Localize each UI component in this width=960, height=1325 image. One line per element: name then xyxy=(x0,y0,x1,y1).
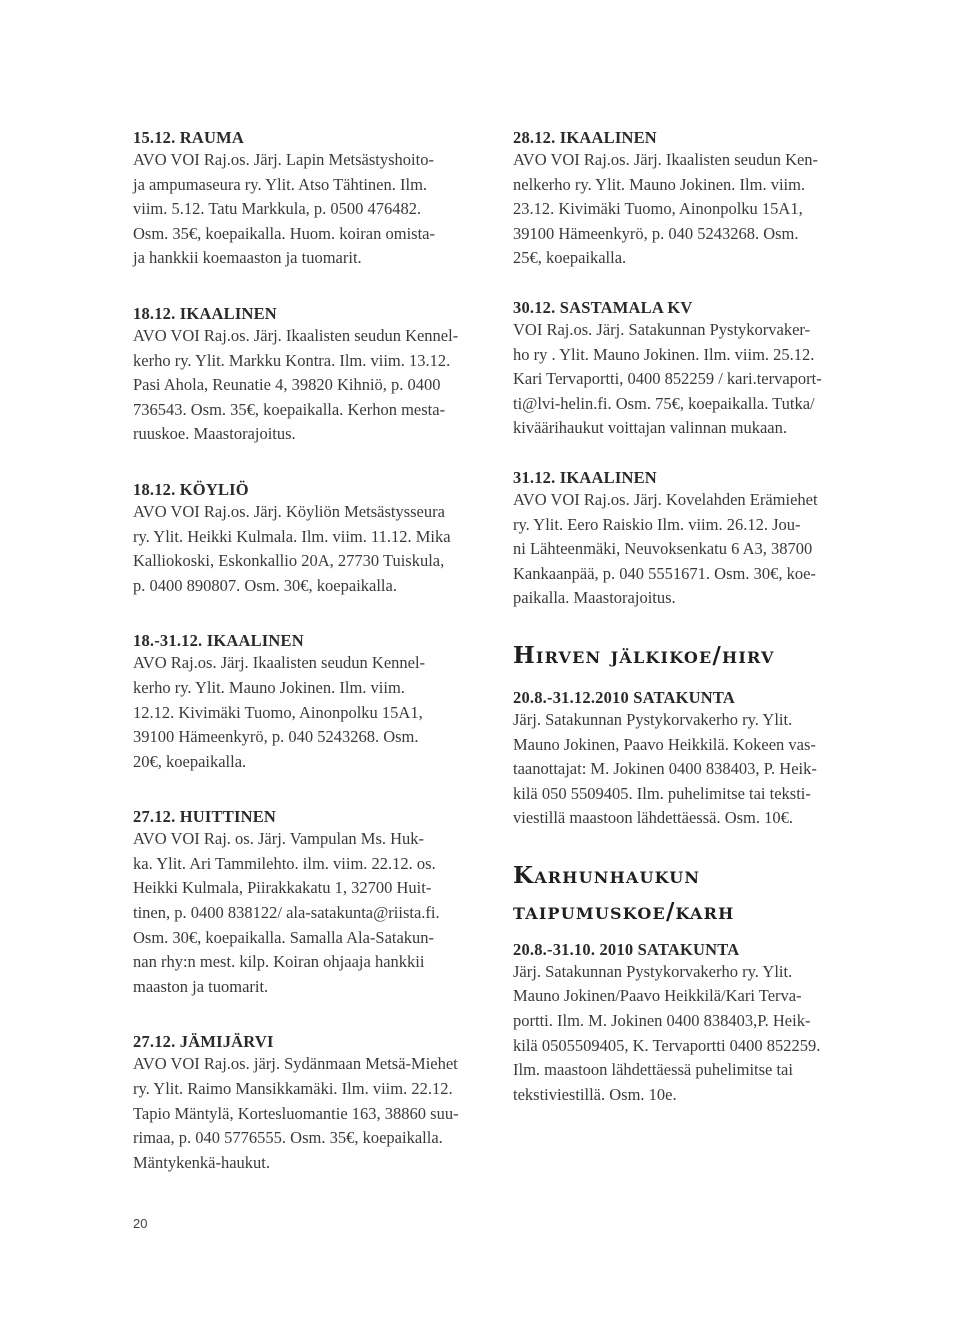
event-text-line: ja hankkii koemaaston ja tuomarit. xyxy=(133,248,362,268)
event-title: 20.8.-31.12.2010 SATAKUNTA xyxy=(513,687,735,707)
event-text-line: 39100 Hämeenkyrö, p. 040 5243268. Osm. xyxy=(513,223,799,243)
event-text-line: nelkerho ry. Ylit. Mauno Jokinen. Ilm. viim. xyxy=(513,174,806,194)
event-text-line: ry. Ylit. Heikki Kulmala. Ilm. viim. 11.12. Mika xyxy=(133,526,451,546)
event-text-line: ruuskoe. Maastorajoitus. xyxy=(133,424,296,444)
right-column xyxy=(513,128,859,1134)
event-text-line: 20€, koepaikalla. xyxy=(133,751,247,771)
event-text-line: tinen, p. 0400 838122/ ala-satakunta@riista.fi. xyxy=(133,903,440,923)
event-title: 31.12. IKAALINEN xyxy=(513,467,657,487)
event-entry xyxy=(133,1032,479,1175)
event-text-line: AVO VOI Raj.os. Järj. Ikaalisten seudun Kennel- xyxy=(133,325,459,345)
event-entry xyxy=(513,688,859,831)
event-text-line: tekstiviestillä. Osm. 10e. xyxy=(513,1084,677,1104)
event-text-line: Osm. 35€, koepaikalla. Huom. koiran omista- xyxy=(133,223,435,243)
event-text-line: kerho ry. Ylit. Markku Kontra. Ilm. viim. 13.12. xyxy=(133,350,451,370)
event-title: 18.12. IKAALINEN xyxy=(133,303,277,323)
event-entry xyxy=(513,940,859,1108)
event-text-line: portti. Ilm. M. Jokinen 0400 838403,P. Heik- xyxy=(513,1011,811,1031)
event-text-line: Ilm. maastoon lähdettäessä puhelimitse tai xyxy=(513,1060,793,1080)
event-text-line: ry. Ylit. Raimo Mansikkamäki. Ilm. viim. 22.12. xyxy=(133,1079,453,1099)
event-text-line: Osm. 30€, koepaikalla. Samalla Ala-Satakun- xyxy=(133,927,435,947)
event-entry xyxy=(513,468,859,611)
event-title: 20.8.-31.10. 2010 SATAKUNTA xyxy=(513,939,740,959)
event-title: 30.12. SASTAMALA KV xyxy=(513,297,693,317)
event-text-line: Tapio Mäntylä, Kortesluomantie 163, 38860 suu- xyxy=(133,1103,459,1123)
event-text-line: Kankaanpää, p. 040 5551671. Osm. 30€, koe- xyxy=(513,563,816,583)
event-text-line: AVO VOI Raj.os. Järj. Kovelahden Erämiehet xyxy=(513,489,818,509)
section-heading: Hirven jälkikoe/hirv xyxy=(513,641,775,669)
event-entry xyxy=(513,298,859,441)
event-text-line: 736543. Osm. 35€, koepaikalla. Kerhon mesta- xyxy=(133,399,446,419)
event-entry xyxy=(133,631,479,774)
event-title: 18.12. KÖYLIÖ xyxy=(133,479,249,499)
event-text-line: kerho ry. Ylit. Mauno Jokinen. Ilm. viim. xyxy=(133,677,405,697)
event-text-line: taanottajat: M. Jokinen 0400 838403, P. Heik- xyxy=(513,759,817,779)
event-text-line: kilä 050 5509405. Ilm. puhelimitse tai teksti- xyxy=(513,783,811,803)
event-text-line: AVO Raj.os. Järj. Ikaalisten seudun Kennel- xyxy=(133,653,426,673)
event-text-line: ry. Ylit. Eero Raiskio Ilm. viim. 26.12. Jou- xyxy=(513,514,801,534)
event-text-line: ti@lvi-helin.fi. Osm. 75€, koepaikalla. Tutka/ xyxy=(513,393,815,413)
event-text-line: Kalliokoski, Eskonkallio 20A, 27730 Tuiskula, xyxy=(133,551,445,571)
event-text-line: Heikki Kulmala, Piirakkakatu 1, 32700 Huit- xyxy=(133,878,432,898)
left-column xyxy=(133,128,479,1208)
event-text-line: viestillä maastoon lähdettäessä. Osm. 10€. xyxy=(513,808,793,828)
event-text-line: 12.12. Kivimäki Tuomo, Ainonpolku 15A1, xyxy=(133,702,423,722)
event-entry xyxy=(133,304,479,447)
event-text-line: ho ry . Ylit. Mauno Jokinen. Ilm. viim. 25.12. xyxy=(513,344,815,364)
event-text-line: Järj. Satakunnan Pystykorvakerho ry. Ylit. xyxy=(513,709,793,729)
event-text-line: kilä 0505509405, K. Tervaportti 0400 852259. xyxy=(513,1035,821,1055)
event-entry xyxy=(513,128,859,271)
event-text-line: AVO VOI Raj.os. Järj. Ikaalisten seudun Ken- xyxy=(513,150,819,169)
event-text-line: 25€, koepaikalla. xyxy=(513,248,627,268)
event-text-line: nan rhy:n mest. kilp. Koiran ohjaaja hankkii xyxy=(133,952,425,972)
event-text-line: ja ampumaseura ry. Ylit. Atso Tähtinen. Ilm. xyxy=(133,174,428,194)
event-text-line: Mäntykenkä-haukut. xyxy=(133,1152,271,1172)
page-number: 20 xyxy=(133,1216,148,1231)
section-heading: taipumuskoe/karh xyxy=(513,897,735,925)
event-text-line: VOI Raj.os. Järj. Satakunnan Pystykorvaker- xyxy=(513,319,811,339)
event-entry xyxy=(133,807,479,999)
event-title: 27.12. HUITTINEN xyxy=(133,807,277,827)
event-text-line: Kari Tervaportti, 0400 852259 / kari.tervaport- xyxy=(513,369,822,389)
event-text-line: 23.12. Kivimäki Tuomo, Ainonpolku 15A1, xyxy=(513,199,803,219)
event-text-line: AVO VOI Raj. os. Järj. Vampulan Ms. Huk- xyxy=(133,829,425,849)
event-text-line: Mauno Jokinen, Paavo Heikkilä. Kokeen vas- xyxy=(513,734,816,754)
event-text-line: AVO VOI Raj.os. järj. Sydänmaan Metsä-Miehet xyxy=(133,1054,458,1074)
event-title: 28.12. IKAALINEN xyxy=(513,128,657,147)
event-entry xyxy=(133,480,479,598)
event-text-line: Mauno Jokinen/Paavo Heikkilä/Kari Terva- xyxy=(513,986,802,1006)
event-text-line: viim. 5.12. Tatu Markkula, p. 0500 476482. xyxy=(133,199,422,219)
event-text-line: paikalla. Maastorajoitus. xyxy=(513,588,676,608)
event-text-line: maaston ja tuomarit. xyxy=(133,976,269,996)
event-title: 18.-31.12. IKAALINEN xyxy=(133,631,304,651)
event-text-line: ka. Ylit. Ari Tammilehto. ilm. viim. 22.12. os. xyxy=(133,853,436,873)
event-text-line: AVO VOI Raj.os. Järj. Köyliön Metsästysseura xyxy=(133,501,445,521)
section-heading: Karhunhaukun xyxy=(513,861,701,889)
event-text-line: rimaa, p. 040 5776555. Osm. 35€, koepaikalla. xyxy=(133,1128,443,1148)
event-text-line: kiväärihaukut voittajan valinnan mukaan. xyxy=(513,418,787,438)
event-entry xyxy=(133,128,479,271)
event-text-line: 39100 Hämeenkyrö, p. 040 5243268. Osm. xyxy=(133,727,419,747)
event-text-line: p. 0400 890807. Osm. 30€, koepaikalla. xyxy=(133,575,397,595)
event-text-line: Järj. Satakunnan Pystykorvakerho ry. Ylit. xyxy=(513,961,793,981)
event-text-line: Pasi Ahola, Reunatie 4, 39820 Kihniö, p. 0400 xyxy=(133,375,441,395)
event-title: 27.12. JÄMIJÄRVI xyxy=(133,1032,274,1052)
event-title: 15.12. RAUMA xyxy=(133,128,245,147)
event-text-line: ni Lähteenmäki, Neuvoksenkatu 6 A3, 38700 xyxy=(513,539,813,559)
event-text-line: AVO VOI Raj.os. Järj. Lapin Metsästyshoito- xyxy=(133,150,434,169)
